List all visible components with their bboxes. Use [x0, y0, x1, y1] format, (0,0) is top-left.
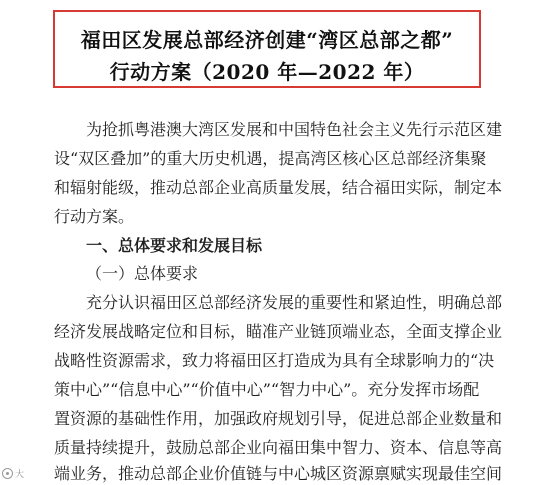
section-heading-1: 一、总体要求和发展目标	[86, 236, 263, 255]
body-paragraph-1-line-4: 行动方案。	[54, 207, 135, 226]
body-paragraph-2-line-2: 经济发展战略定位和目标，瞄准产业链顶端业态，全面支撑企业	[54, 322, 503, 341]
document-title-line-2: 行动方案（2020 年—2022 年）	[109, 60, 425, 84]
document-title-box	[53, 10, 481, 88]
subsection-heading-1: （一）总体要求	[86, 264, 199, 283]
body-paragraph-1-line-1: 为抢抓粤港澳大湾区发展和中国特色社会主义先行示范区建	[86, 120, 503, 139]
body-paragraph-2-line-3: 战略性资源需求，致力将福田区打造成为具有全球影响力的“决	[54, 351, 495, 370]
body-paragraph-2-line-7: 端业务，推动总部企业价值链与中心城区资源禀赋实现最佳空间	[54, 464, 503, 483]
body-paragraph-2-line-5: 置资源的基础性作用，加强政府规划引导，促进总部企业数量和	[54, 409, 503, 428]
body-paragraph-2-line-1: 充分认识福田区总部经济发展的重要性和紧迫性，明确总部	[86, 293, 503, 312]
body-paragraph-2-line-4: 策中心”“信息中心”“价值中心”“智力中心”。充分发挥市场配	[54, 380, 480, 399]
watermark-logo-icon	[2, 468, 13, 479]
body-paragraph-1-line-2: 设“双区叠加”的重大历史机遇，提高湾区核心区总部经济集聚	[54, 149, 487, 168]
watermark-text: 大	[15, 470, 25, 480]
watermark	[2, 467, 24, 480]
body-paragraph-2-line-6: 质量持续提升，鼓励总部企业向福田集中智力、资本、信息等高	[54, 438, 503, 457]
document-title-line-1: 福田区发展总部经济创建“湾区总部之都”	[80, 28, 454, 52]
body-paragraph-1-line-3: 和辐射能级，推动总部企业高质量发展，结合福田实际，制定本	[54, 178, 503, 197]
